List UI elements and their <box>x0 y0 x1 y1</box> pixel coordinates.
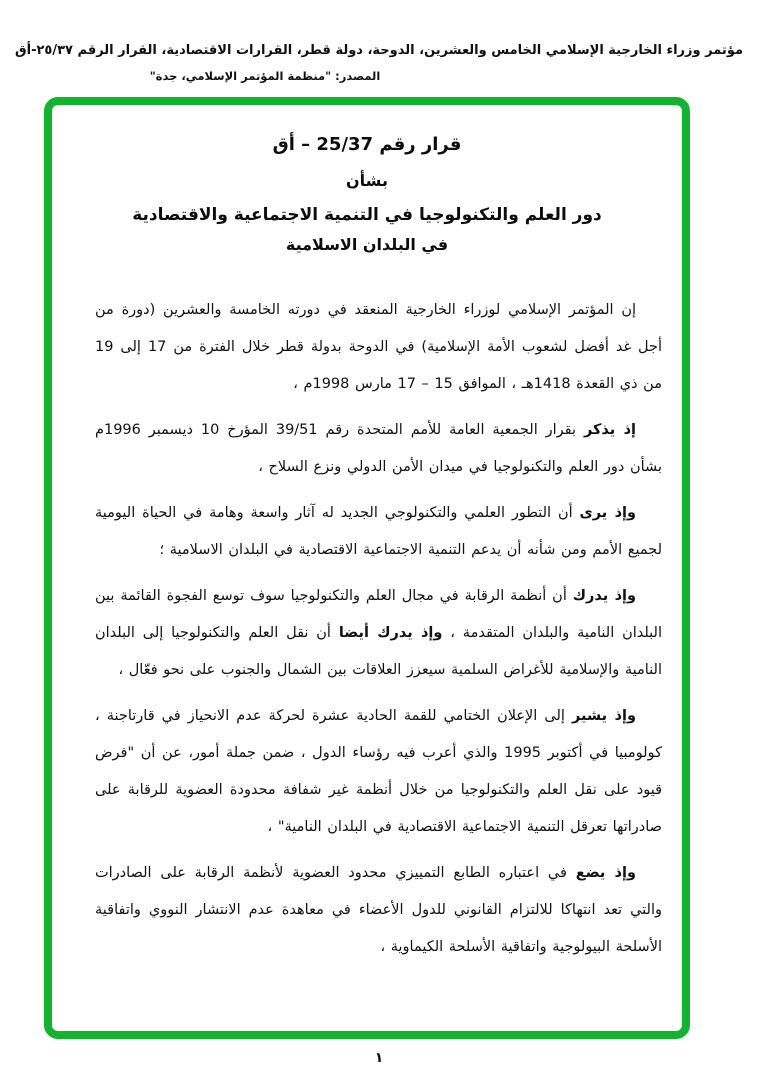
header-source-line: المصدر: "منظمة المؤتمر الإسلامي، جدة" <box>149 69 381 83</box>
decree-preamble <box>95 292 662 975</box>
header-citation: مؤتمر وزراء الخارجية الإسلامي الخامس والعشرين، الدوحة، دولة قطر، القرارات الاقتصادية، القرار الرقم ٢٥/٣٧-أق <box>14 43 744 58</box>
paragraph-text: في اعتباره الطابع التمييزي محدود العضوية لأنظمة الرقابة على الصادرات والتي تعد انتهاكا للالتزام القانوني للدول الأعضاء في معاهدة عدم الانتشار النووي واتفاقية الأسلحة البيولوجية واتفاقية الأسلحة الكيماوية ، <box>95 865 662 955</box>
paragraph-preamble-aware <box>95 578 662 689</box>
paragraph-text: أن أنظمة الرقابة في مجال العلم والتكنولوجيا سوف توسع الفجوة القائمة بين البلدان النامية والبلدان المتقدمة ، <box>95 588 663 641</box>
paragraph-lead-phrase: وإذ يرى <box>579 505 636 521</box>
decree-number-title: قرار رقم 25/37 – أق <box>272 134 462 155</box>
page-number: ١ <box>374 1050 384 1066</box>
decree-subject-title: دور العلم والتكنولوجيا في التنمية الاجتماعية والاقتصادية <box>132 205 602 225</box>
paragraph-preamble-recalling <box>95 412 662 486</box>
paragraph-lead-phrase: وإذ يدرك أيضا <box>338 625 443 641</box>
paragraph-text: إن المؤتمر الإسلامي لوزراء الخارجية المنعقد في دورته الخامسة والعشرين (دورة من أجل غد أفضل لشعوب الأمة الإسلامية) في الدوحة بدولة قطر خلال الفترة من 17 إلى 19 من ذي القعدة 1418هـ ، الموافق 15 – 17 مارس 1998م ، <box>95 302 662 392</box>
decree-subject-title-continued: في البلدان الاسلامية <box>285 235 449 254</box>
paragraph-preamble-referring <box>95 698 662 846</box>
paragraph-text: بقرار الجمعية العامة للأمم المتحدة رقم 39/51 المؤرخ 10 ديسمبر 1996م بشأن دور العلم والتكنولوجيا في ميدان الأمن الدولي ونزع السلاح ، <box>95 422 662 475</box>
paragraph-preamble-session <box>95 292 662 403</box>
paragraph-lead-phrase: وإذ يدرك <box>572 588 636 604</box>
paragraph-preamble-bearing-in-mind <box>95 855 662 966</box>
paragraph-text: إلى الإعلان الختامي للقمة الحادية عشرة لحركة عدم الانحياز في قارتاجنة ، كولومبيا في أكتوبر 1995 والذي أعرب فيه رؤساء الدول ، ضمن جملة أمور، عن أن "فرض قيود على نقل العلم والتكنولوجيا من خلال أنظمة غير شفافة محدودة العضوية للرقابة على صادراتها تعرقل التنمية الاجتماعية الاقتصادية في البلدان النامية" ، <box>95 708 662 835</box>
paragraph-preamble-considering <box>95 495 662 569</box>
paragraph-lead-phrase: إذ يذكر <box>583 422 636 438</box>
paragraph-lead-phrase: وإذ يضع <box>575 865 636 881</box>
decree-title-concerning: بشأن <box>346 171 388 190</box>
paragraph-text: أن التطور العلمي والتكنولوجي الجديد له آثار واسعة وهامة في الحياة اليومية لجميع الأمم ومن شأنه أن يدعم التنمية الاجتماعية الاقتصادية في البلدان الاسلامية ؛ <box>95 505 662 558</box>
paragraph-text: أن نقل العلم والتكنولوجيا إلى البلدان النامية والإسلامية للأغراض السلمية سيعزز العلاقات بين الشمال والجنوب على نحو فعّال ، <box>95 625 662 678</box>
paragraph-lead-phrase: وإذ يشير <box>571 708 636 724</box>
decree-title-block <box>44 134 690 254</box>
